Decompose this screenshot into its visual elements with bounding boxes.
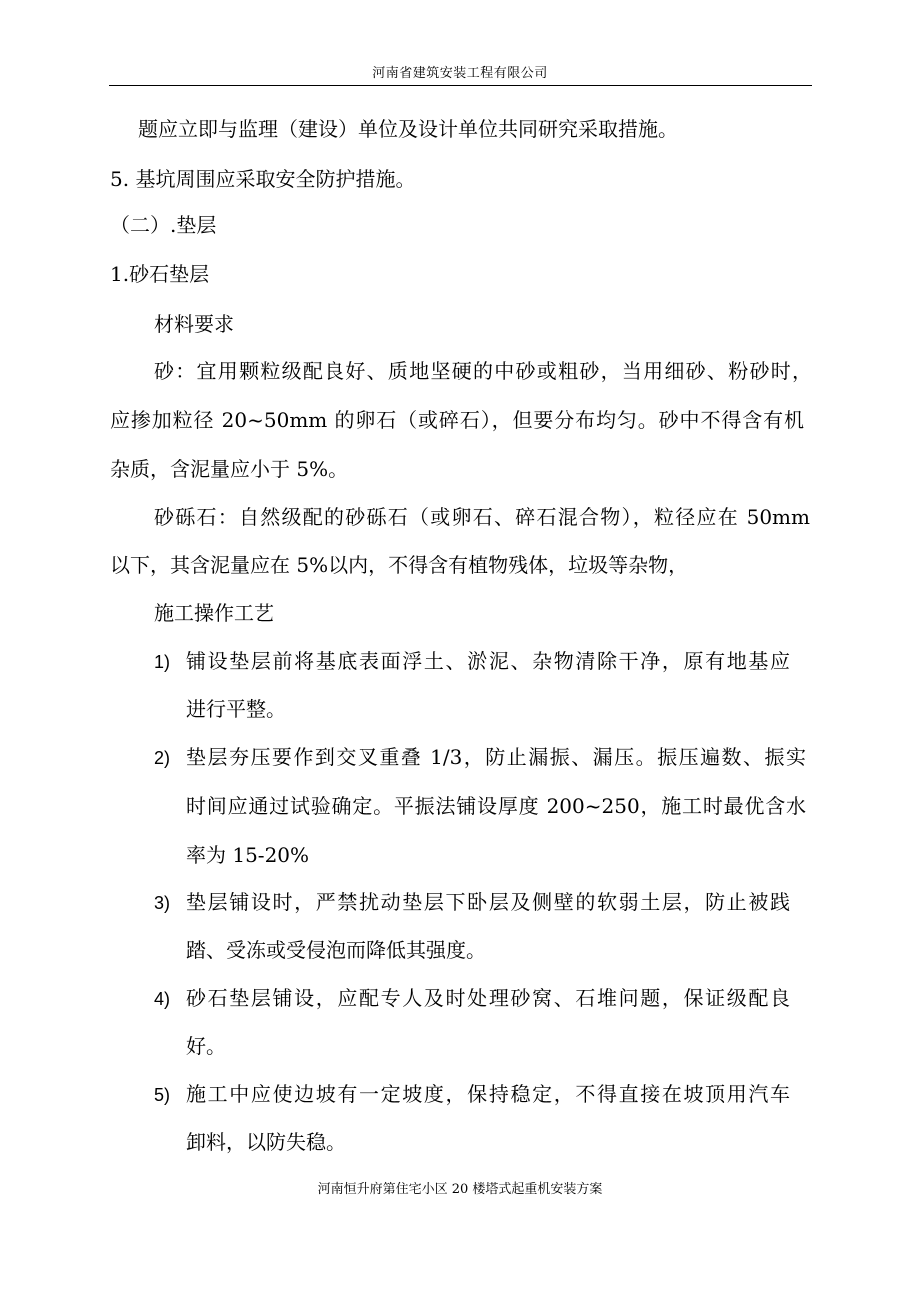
list-number: 3) bbox=[154, 893, 171, 913]
list-number: 1) bbox=[154, 652, 171, 672]
list-item-line: 卸料，以防失稳。 bbox=[186, 1130, 346, 1154]
paragraph-line: 以下，其含泥量应在 5%以内，不得含有植物残体，垃圾等杂物， bbox=[110, 553, 689, 577]
header-divider bbox=[109, 85, 812, 86]
section-heading: （二）.垫层 bbox=[110, 213, 217, 237]
list-item-line: 时间应通过试验确定。平振法铺设厚度 200~250，施工时最优含水 bbox=[186, 794, 806, 818]
paragraph-line: 题应立即与监理（建设）单位及设计单位共同研究采取措施。 bbox=[138, 117, 678, 141]
list-item-line: 垫层铺设时，严禁扰动垫层下卧层及侧壁的软弱土层，防止被践 bbox=[186, 890, 790, 914]
list-item-line: 施工中应使边坡有一定坡度，保持稳定，不得直接在坡顶用汽车 bbox=[186, 1082, 790, 1106]
list-number: 5) bbox=[154, 1085, 171, 1105]
paragraph-line: 杂质，含泥量应小于 5%。 bbox=[110, 457, 349, 481]
subsection-heading: 1.砂石垫层 bbox=[110, 262, 210, 286]
footer-project-title: 河南恒升府第住宅小区 20 楼塔式起重机安装方案 bbox=[317, 1182, 603, 1197]
list-item-line: 铺设垫层前将基底表面浮土、淤泥、杂物清除干净，原有地基应 bbox=[186, 649, 790, 673]
paragraph-line: 砂：宜用颗粒级配良好、质地坚硬的中砂或粗砂，当用细砂、粉砂时， bbox=[154, 359, 812, 383]
list-item-line: 砂石垫层铺设，应配专人及时处理砂窝、石堆问题，保证级配良 bbox=[186, 986, 790, 1010]
paragraph-line: 应掺加粒径 20~50mm 的卵石（或碎石），但要分布均匀。砂中不得含有机 bbox=[110, 408, 804, 432]
list-item-line: 进行平整。 bbox=[186, 697, 286, 721]
list-number: 4) bbox=[154, 989, 171, 1009]
list-item-line: 踏、受冻或受侵泡而降低其强度。 bbox=[186, 938, 486, 962]
subsection-heading: 施工操作工艺 bbox=[154, 601, 274, 625]
header-company-name: 河南省建筑安装工程有限公司 bbox=[372, 66, 548, 81]
list-number: 2) bbox=[154, 748, 171, 768]
list-item-line: 垫层夯压要作到交叉重叠 1/3，防止漏振、漏压。振压遍数、振实 bbox=[186, 745, 806, 769]
list-item-line: 率为 15-20% bbox=[186, 843, 310, 867]
subsection-heading: 材料要求 bbox=[154, 312, 234, 336]
list-item-line: 好。 bbox=[186, 1034, 226, 1058]
paragraph-line: 砂砾石：自然级配的砂砾石（或卵石、碎石混合物），粒径应在 50mm bbox=[154, 505, 810, 529]
paragraph-line: 5. 基坑周围应采取安全防护措施。 bbox=[110, 167, 416, 191]
